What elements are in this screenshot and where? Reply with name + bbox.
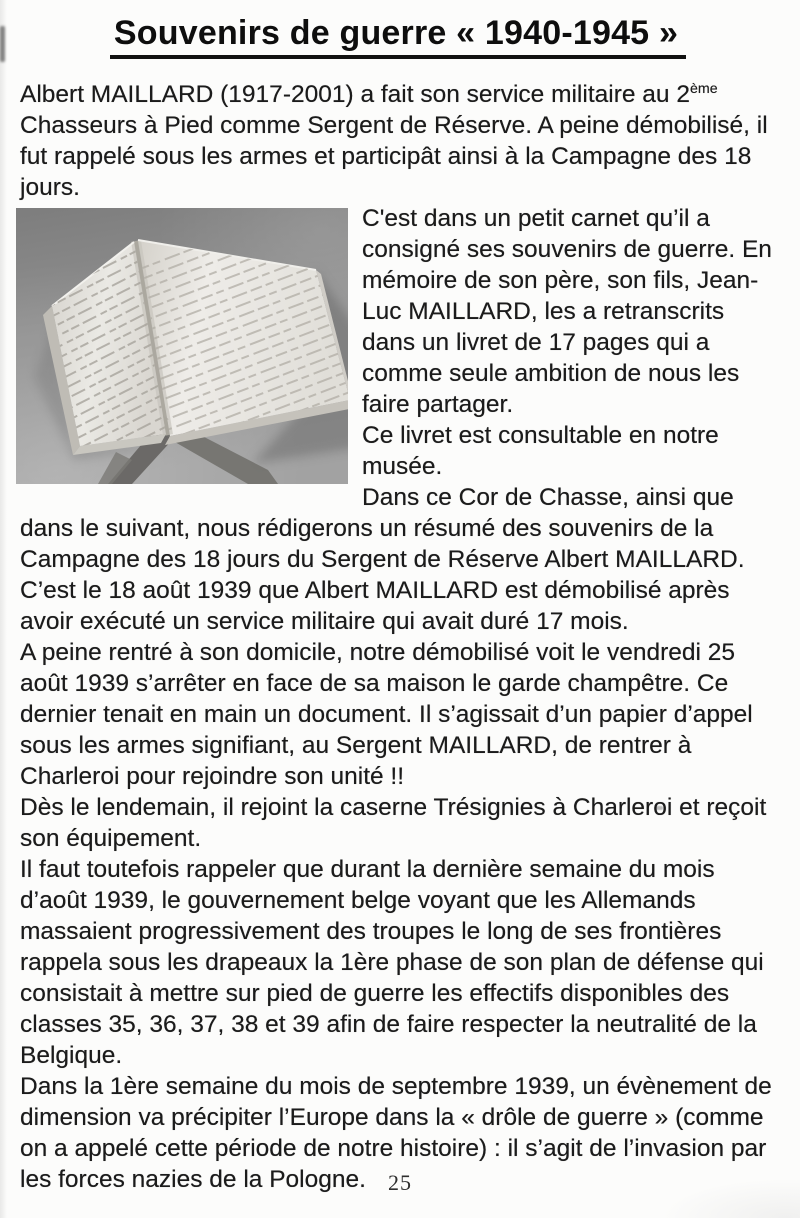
paragraph: Dès le lendemain, il rejoint la caserne Trésignies à Charleroi et reçoit son équipement.: [20, 794, 767, 852]
article-body: [20, 79, 774, 1195]
ordinal-superscript: ème: [689, 80, 718, 97]
lead-text-segment: Chasseurs à Pied comme Sergent de Réserve. A peine démobilisé, il fut rappelé sous les armes et participât ainsi à la Campagne des 18 jours.: [20, 112, 768, 201]
lead-paragraph: [20, 79, 774, 203]
article-title: [20, 14, 776, 59]
lead-text-segment: Albert MAILLARD (1917-2001) a fait son service militaire au 2: [20, 81, 690, 108]
paragraph: Dans la 1ère semaine du mois de septembre 1939, un évènement de dimension va précipiter l’Europe dans la « drôle de guerre » (comme on a appelé cette période de notre histoire) : il s’agit de l’invasion par les forces nazies de la Pologne.: [20, 1073, 772, 1193]
paragraph: C’est le 18 août 1939 que Albert MAILLARD est démobilisé après avoir exécuté un service militaire qui avait duré 17 mois.: [20, 577, 730, 635]
paragraph: A peine rentré à son domicile, notre démobilisé voit le vendredi 25 août 1939 s’arrêter en face de sa maison le garde champêtre. Ce dernier tenait en main un document. Il s’agissait d’un papier d’appel sous les armes signifiant, au Sergent MAILLARD, de rentrer à Charleroi pour rejoindre son unité !!: [20, 639, 753, 790]
paragraph: C'est dans un petit carnet qu’il a consigné ses souvenirs de guerre. En mémoire de son père, son fils, Jean-Luc MAILLARD, les a retranscrits dans un livret de 17 pages qui a comme seule ambition de nous les faire partager.: [362, 205, 772, 418]
article-title-text: Souvenirs de guerre « 1940-1945 »: [110, 14, 686, 59]
paragraph: Dans ce Cor de Chasse, ainsi que dans le suivant, nous rédigerons un résumé des souvenirs de la Campagne des 18 jours du Sergent de Réserve Albert MAILLARD.: [20, 484, 745, 573]
open-notebook-photo-image: [16, 208, 348, 484]
paragraph: Il faut toutefois rappeler que durant la dernière semaine du mois d’août 1939, le gouvernement belge voyant que les Allemands massaient progressivement des troupes le long de ses frontières rappela sous les drapeaux la 1ère phase de son plan de défense qui consistait à mettre sur pied de guerre les effectifs disponibles des classes 35, 36, 37, 38 et 39 afin de faire respecter la neutralité de la Belgique.: [20, 856, 764, 1069]
notebook-photo: [16, 208, 348, 484]
paragraph: Ce livret est consultable en notre musée.: [362, 422, 719, 480]
page-number: 25: [388, 1170, 412, 1195]
